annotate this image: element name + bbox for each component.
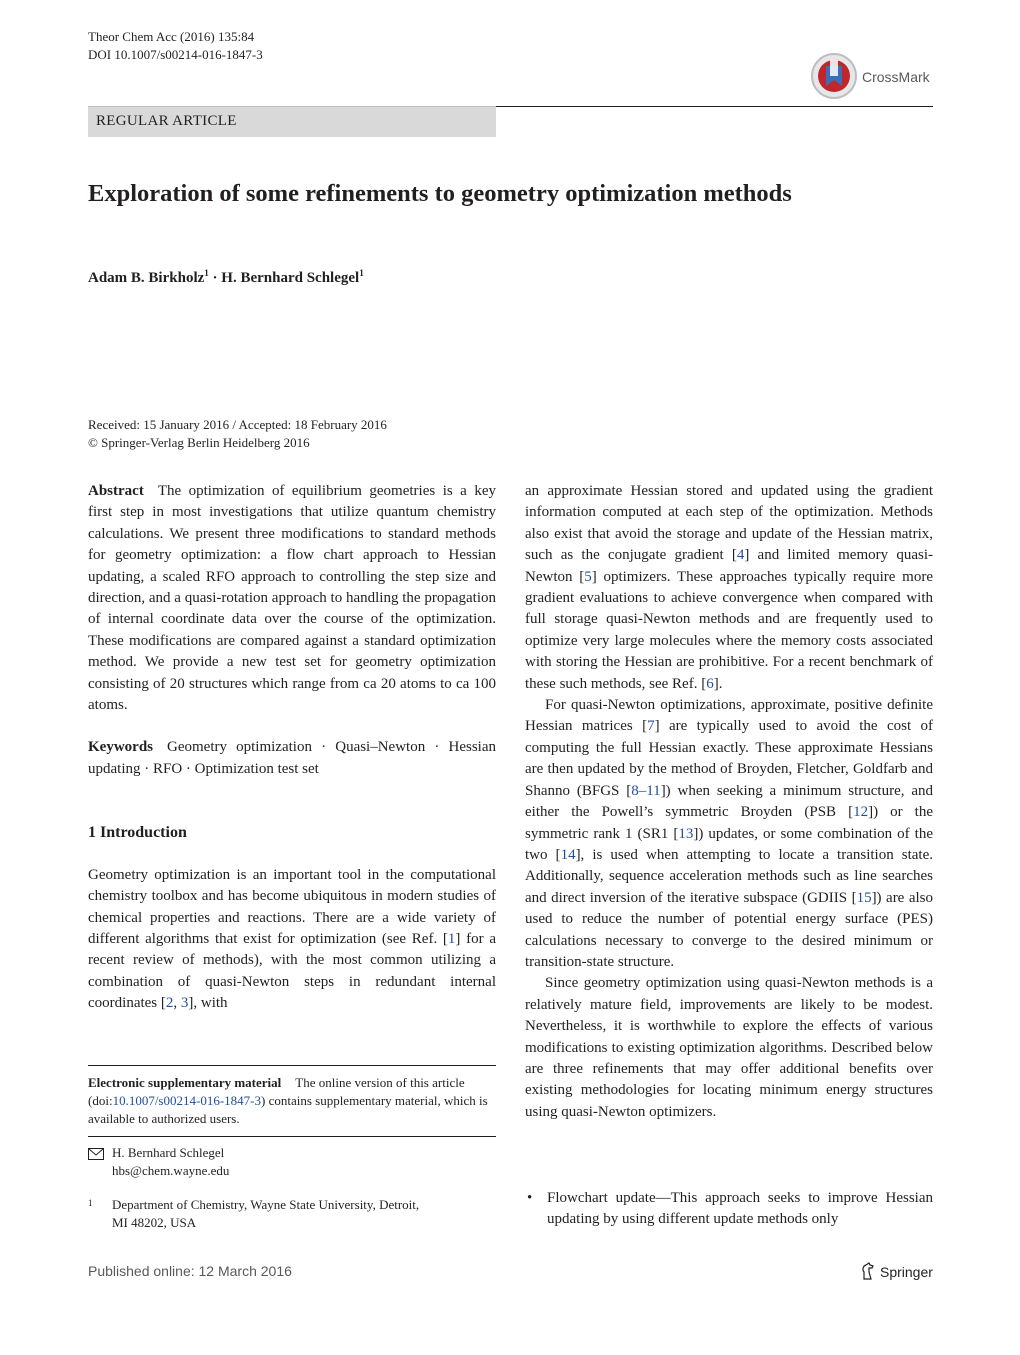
text-run: ] optimizers. These approaches typically require more gradient evaluations to achieve convergence when compared with full storage quasi-Newton methods and are frequently used to optimize very large molecules where the memory costs associated with storing the Hessian are prohibitive. For a recent benchmark of these such methods, see Ref. [ [525, 568, 933, 692]
bullet-lead: Flowchart update [547, 1190, 656, 1206]
right-column [525, 481, 933, 1123]
citation-link[interactable]: 4 [736, 547, 745, 564]
keywords-text: Geometry optimization · Quasi–Newton · Hessian updating · RFO · Optimization test set [88, 739, 496, 777]
citation-link[interactable]: 14 [560, 846, 576, 863]
envelope-icon [88, 1148, 104, 1160]
author-name: H. Bernhard Schlegel [221, 270, 360, 286]
author-separator: · [208, 270, 222, 286]
text-run: ], is used when attempting to locate a transition state. Additionally, sequence acceleration methods such as line searches and direct inversion of the iterative subspace (GDIIS [ [525, 846, 934, 906]
abstract-text: The optimization of equilibrium geometries is a key first step in most investigations that utilize quantum chemistry calculations. We present three modifications to standard methods for geometry optimization: a flow chart approach to Hessian updating, a scaled RFO approach to controlling the step size and direction, and a quasi-rotation approach to handling the propagation of internal coordinate data over the course of the optimization. These modifications are compared against a standard optimization method. We provide a new test set for geometry optimization consisting of 20 structures which range from ca 20 atoms to ca 100 atoms. [88, 483, 496, 714]
text-run: ] for a recent review of methods), with the most common utilizing a combination of quasi-Newton steps in redundant internal coordinates [ [88, 930, 496, 1012]
text-run: ], with [188, 995, 228, 1012]
citation-link[interactable]: 12 [853, 804, 869, 821]
text-run: ) contains supplementary material, which is available to authorized users. [88, 1093, 488, 1126]
copyright-line: © Springer-Verlag Berlin Heidelberg 2016 [88, 435, 310, 450]
refinement-list [525, 1188, 933, 1231]
text-run: Geometry optimization is an important tool in the computational chemistry toolbox and has become ubiquitous in modern studies of chemical properties and reactions. There are a wide variety of different algorithms that exist for optimization (see Ref. [ [88, 866, 496, 947]
body-paragraph: Since geometry optimization using quasi-Newton methods is a relatively mature field, improvements are likely to be modest. Nevertheless, it is worthwhile to explore the effects of various modifications to existing optimization algorithms. Described below are three refinements that may offer additional benefits over existing methodologies for locating minimum energy structures using quasi-Newton optimizers. [525, 975, 933, 1120]
article-type-bar [88, 106, 496, 137]
body-paragraph [525, 481, 933, 695]
citation-link[interactable]: 1 [447, 930, 456, 947]
citation-link[interactable]: 3 [180, 995, 189, 1012]
text-run: ]) updates, or some combination of the two [ [525, 825, 933, 863]
esm-label: Electronic supplementary material [88, 1075, 282, 1090]
abstract-label: Abstract [88, 483, 144, 499]
citation-link[interactable]: 7 [647, 718, 655, 735]
citation-link[interactable]: 15 [856, 889, 872, 906]
publisher-name: Springer [880, 1264, 933, 1280]
crossmark-icon [810, 52, 860, 100]
citation-link[interactable]: 5 [584, 568, 592, 585]
text-run: For quasi-Newton optimizations, approximate, positive definite Hessian matrices [ [525, 697, 933, 735]
doi-link[interactable]: 10.1007/s00214-016-1847-3 [112, 1093, 261, 1108]
affiliation-line: MI 48202, USA [112, 1215, 197, 1230]
bullet-symbol: • [527, 1190, 533, 1206]
body-paragraph [525, 695, 933, 973]
footnote-rule [88, 1065, 496, 1066]
text-run: , [173, 995, 181, 1012]
author-name: Adam B. Birkholz [88, 270, 205, 286]
intro-paragraph [88, 865, 496, 1015]
text-run: ]) when seeking a minimum structure, and either the Powell’s symmetric Broyden (PSB [ [525, 782, 934, 821]
corresponding-author [88, 1144, 229, 1180]
citation-link[interactable]: 2 [165, 995, 174, 1012]
affiliation [88, 1196, 419, 1232]
text-run: an approximate Hessian stored and updated using the gradient information computed at each step of the optimization. Methods also exist that avoid the storage and update of the Hessian matrix, such as the conjugate gradient [ [525, 483, 933, 564]
contact-email[interactable]: hbs@chem.wayne.edu [112, 1163, 230, 1178]
text-run: ] and limited memory quasi-Newton [ [525, 547, 933, 585]
affiliation-number: 1 [88, 1198, 93, 1208]
abstract [88, 481, 496, 716]
author-affiliation-mark: 1 [204, 268, 209, 278]
doi-line: DOI 10.1007/s00214-016-1847-3 [88, 47, 263, 62]
article-type-label: REGULAR ARTICLE [96, 113, 237, 129]
text-run: ]) or the symmetric rank 1 (SR1 [ [525, 804, 933, 842]
list-item [525, 1188, 933, 1231]
left-column [88, 481, 496, 1015]
header-rule [496, 106, 933, 107]
esm-footnote [88, 1074, 496, 1128]
article-title: Exploration of some refinements to geometry optimization methods [88, 180, 792, 207]
footnote-rule [88, 1136, 496, 1137]
text-run: ]) are also used to reduce the number of potential energy surface (PES) calculations necessary to converge to the desired minimum or transition-state structure. [525, 889, 933, 970]
author-affiliation-mark: 1 [359, 268, 364, 278]
received-accepted: Received: 15 January 2016 / Accepted: 18 February 2016 [88, 417, 387, 432]
springer-horse-icon [860, 1262, 876, 1280]
citation-link[interactable]: 8–11 [631, 782, 661, 799]
keywords [88, 737, 496, 780]
article-dates [88, 416, 387, 452]
keywords-label: Keywords [88, 739, 153, 756]
author-list [88, 268, 364, 287]
contact-name: H. Bernhard Schlegel [112, 1145, 225, 1160]
citation-link[interactable]: 13 [678, 825, 694, 842]
publisher-logo [860, 1262, 933, 1280]
bullet-text: —This approach seeks to improve Hessian updating by using different update methods only [547, 1190, 933, 1228]
citation-link[interactable]: 6 [706, 675, 714, 692]
journal-citation: Theor Chem Acc (2016) 135:84 [88, 29, 255, 44]
text-run: ] are typically used to avoid the cost of computing the full Hessian exactly. These approximate Hessians are then updated by the method of Broyden, Fletcher, Goldfarb and Shanno (BFGS [ [525, 718, 934, 799]
text-run: The online version of this article (doi: [88, 1075, 465, 1108]
section-heading: 1 Introduction [88, 824, 187, 842]
affiliation-line: Department of Chemistry, Wayne State University, Detroit, [112, 1197, 420, 1212]
text-run: ]. [713, 675, 723, 692]
published-date: Published online: 12 March 2016 [88, 1263, 292, 1279]
crossmark-label: CrossMark [862, 69, 930, 85]
